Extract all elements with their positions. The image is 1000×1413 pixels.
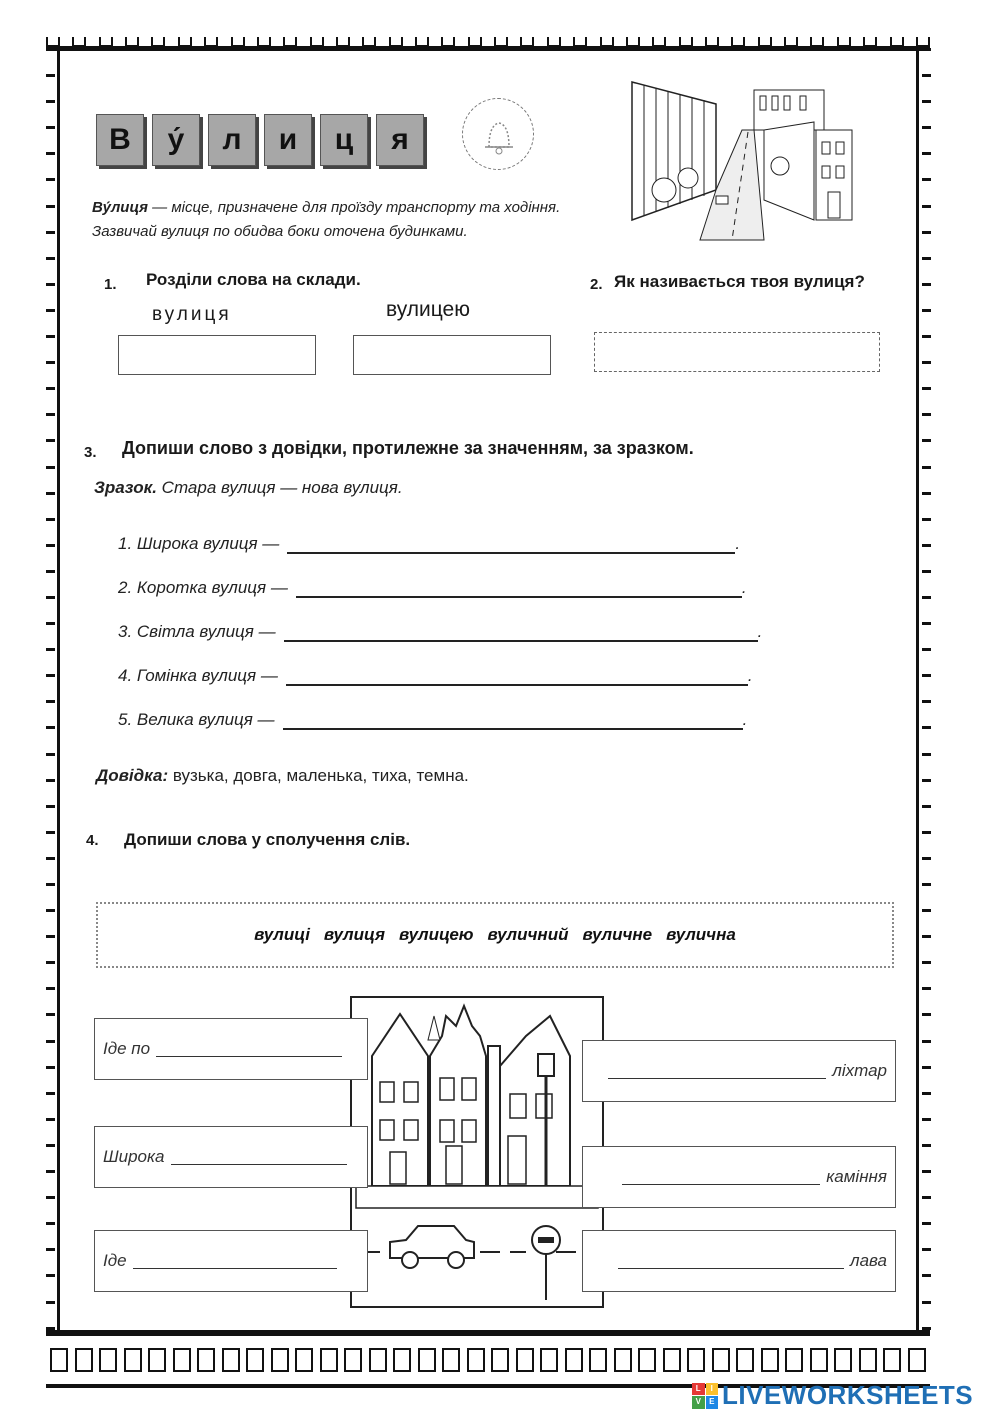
right-border-pattern bbox=[916, 48, 930, 1330]
task3-item: 4. Гомінка вулиця — . bbox=[118, 666, 753, 685]
phrase-answer-line[interactable] bbox=[156, 1041, 342, 1057]
phrase-box-right bbox=[582, 1230, 896, 1292]
bell-stamp-icon bbox=[462, 98, 534, 170]
task3-item: 3. Світла вулиця — . bbox=[118, 622, 763, 641]
example-text: Стара вулиця — нова вулиця. bbox=[161, 478, 403, 497]
phrase-box-right bbox=[582, 1146, 896, 1208]
houses-street-illustration bbox=[350, 996, 604, 1308]
task4-number: 4. bbox=[86, 832, 99, 849]
task3-item: 2. Коротка вулиця — . bbox=[118, 578, 747, 597]
task3-item-label: 1. Широка вулиця — bbox=[118, 534, 280, 553]
task3-answer-line[interactable] bbox=[296, 580, 742, 598]
phrase-answer-line[interactable] bbox=[171, 1149, 347, 1165]
title-tile: л bbox=[208, 114, 256, 166]
frame-top-line bbox=[46, 46, 930, 51]
bank-word[interactable]: вулиця bbox=[323, 925, 385, 944]
phrase-box-left bbox=[94, 1018, 368, 1080]
task3-item-label: 2. Коротка вулиця — bbox=[118, 578, 288, 597]
logo-mark-letter: I bbox=[706, 1383, 719, 1396]
task2-instruction: Як називається твоя вулиця? bbox=[614, 272, 865, 291]
phrase-answer-line[interactable] bbox=[608, 1063, 826, 1079]
task3-answer-line[interactable] bbox=[283, 712, 743, 730]
bank-word[interactable]: вулиці bbox=[254, 925, 310, 944]
phrase-text: каміння bbox=[826, 1167, 887, 1186]
phrase-answer-line[interactable] bbox=[133, 1253, 337, 1269]
phrase-text: Широка bbox=[103, 1147, 165, 1166]
phrase-box-left bbox=[94, 1126, 368, 1188]
task4-instruction: Допиши слова у сполучення слів. bbox=[124, 830, 411, 849]
task3-answer-line[interactable] bbox=[284, 624, 758, 642]
task3-item: 5. Велика вулиця — . bbox=[118, 710, 748, 729]
phrase-text: лава bbox=[850, 1251, 887, 1270]
bank-word[interactable]: вулицею bbox=[398, 925, 474, 944]
task3-number: 3. bbox=[84, 444, 97, 461]
bank-word[interactable]: вулична bbox=[666, 925, 736, 944]
phrase-box-right bbox=[582, 1040, 896, 1102]
logo-mark-letter: L bbox=[692, 1383, 705, 1396]
task2-number: 2. bbox=[590, 276, 603, 293]
title-letter-tiles bbox=[96, 114, 424, 166]
task1-number: 1. bbox=[104, 276, 117, 293]
title-tile: я bbox=[376, 114, 424, 166]
task1-answer-box-a[interactable] bbox=[118, 335, 316, 375]
title-tile: ц bbox=[320, 114, 368, 166]
phrase-text: Іде по bbox=[103, 1039, 151, 1058]
definition-text: — місце, призначене для проїзду транспорту та ходіння. Зазвичай вулиця по обидва боки оточена будинками. bbox=[92, 199, 561, 240]
phrase-box-left bbox=[94, 1230, 368, 1292]
task1-instruction: Розділи слова на склади. bbox=[146, 270, 361, 289]
task3-help bbox=[96, 766, 469, 786]
definition-term: Ву́лиця bbox=[92, 199, 148, 216]
task3-instruction: Допиши слово з довідки, протилежне за значенням, за зразком. bbox=[122, 438, 694, 458]
phrase-answer-line[interactable] bbox=[618, 1253, 844, 1269]
task3-answer-line[interactable] bbox=[287, 536, 735, 554]
task2-answer-box[interactable] bbox=[594, 332, 880, 372]
logo-mark-icon bbox=[692, 1383, 718, 1409]
help-label: Довідка: bbox=[96, 766, 169, 785]
phrase-text: ліхтар bbox=[832, 1061, 887, 1080]
logo-mark-letter: E bbox=[706, 1396, 719, 1409]
task3-answer-line[interactable] bbox=[286, 668, 748, 686]
title-tile: у́ bbox=[152, 114, 200, 166]
phrase-text: Іде bbox=[103, 1251, 127, 1270]
task3-item-label: 3. Світла вулиця — bbox=[118, 622, 276, 641]
help-text: вузька, довга, маленька, тиха, темна. bbox=[172, 766, 469, 785]
bank-word[interactable]: вуличний bbox=[487, 925, 569, 944]
street-perspective-illustration bbox=[604, 70, 856, 242]
phrase-answer-line[interactable] bbox=[622, 1169, 820, 1185]
task1-word-b: вулицею bbox=[386, 298, 470, 321]
task1-word-a: вулиця bbox=[152, 304, 232, 325]
logo-mark-letter: V bbox=[692, 1396, 705, 1409]
task3-item-label: 5. Велика вулиця — bbox=[118, 710, 275, 729]
title-tile: В bbox=[96, 114, 144, 166]
task1-answer-box-b[interactable] bbox=[353, 335, 551, 375]
task4-word-bank bbox=[96, 902, 894, 968]
task3-item: 1. Широка вулиця — . bbox=[118, 534, 741, 553]
example-label: Зразок. bbox=[94, 478, 157, 497]
task3-example bbox=[94, 478, 403, 498]
bank-word[interactable]: вуличне bbox=[582, 925, 653, 944]
street-definition bbox=[92, 196, 612, 244]
logo-text: LIVEWORKSHEETS bbox=[722, 1380, 974, 1410]
task3-item-label: 4. Гомінка вулиця — bbox=[118, 666, 278, 685]
liveworksheets-logo bbox=[692, 1380, 973, 1411]
left-border-pattern bbox=[46, 48, 60, 1330]
title-tile: и bbox=[264, 114, 312, 166]
